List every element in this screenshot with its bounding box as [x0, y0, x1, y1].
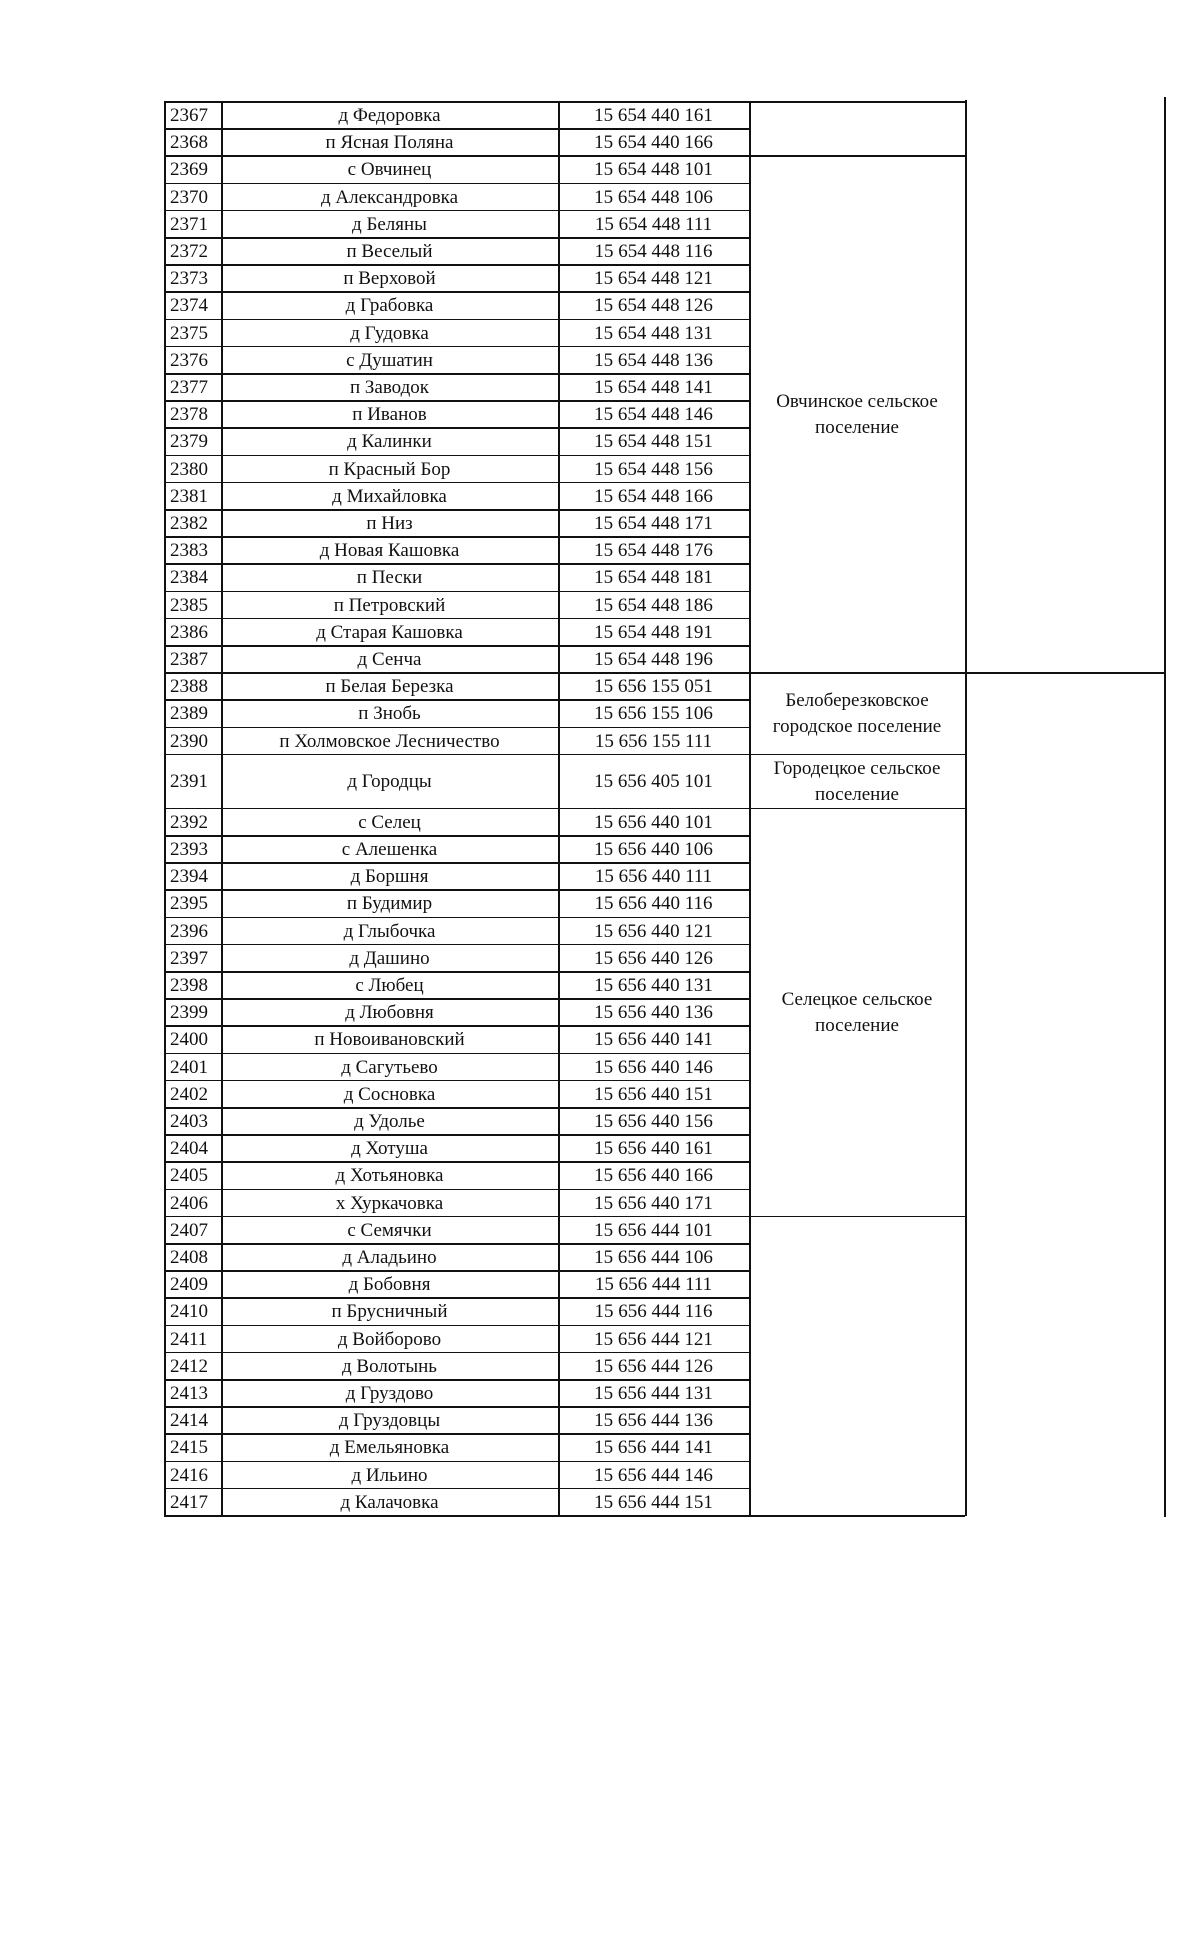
oktmo-code: 15 656 155 051 [594, 676, 713, 698]
settlement-name: х Хуркачовка [335, 1192, 444, 1214]
row-number: 2379 [170, 431, 208, 453]
settlement-name: с Душатин [346, 349, 433, 371]
settlement-name: п Ясная Поляна [325, 132, 454, 154]
row-number: 2417 [170, 1491, 208, 1513]
row-number: 2380 [170, 458, 208, 480]
settlement-name: д Федоровка [338, 105, 441, 127]
row-number: 2416 [170, 1464, 208, 1486]
settlement-name: д Городцы [347, 771, 432, 793]
oktmo-code: 15 654 448 121 [594, 268, 713, 290]
settlement-name: д Хотьяновка [335, 1165, 444, 1187]
municipality-name: Городецкое сельское поселение [773, 757, 941, 805]
oktmo-code: 15 654 448 101 [594, 159, 713, 181]
settlement-name: д Сенча [357, 649, 422, 671]
settlement-name: с Овчинец [347, 159, 432, 181]
oktmo-code: 15 656 440 126 [594, 947, 713, 969]
row-number: 2377 [170, 377, 208, 399]
oktmo-code: 15 656 440 156 [594, 1111, 713, 1133]
row-number: 2413 [170, 1383, 208, 1405]
settlement-name: д Волотынь [342, 1355, 437, 1377]
group-divider [749, 1515, 965, 1517]
settlement-name: д Грабовка [345, 295, 434, 317]
oktmo-code: 15 656 440 116 [594, 893, 713, 915]
row-number: 2395 [170, 893, 208, 915]
settlement-name: п Белая Березка [325, 676, 454, 698]
settlement-name: д Груздово [345, 1383, 434, 1405]
settlement-name: п Брусничный [331, 1301, 448, 1323]
row-number: 2368 [170, 132, 208, 154]
oktmo-code: 15 656 440 136 [594, 1002, 713, 1024]
oktmo-code: 15 654 448 116 [594, 241, 713, 263]
oktmo-code: 15 656 440 111 [594, 866, 713, 888]
oktmo-code: 15 656 440 166 [594, 1165, 713, 1187]
row-number: 2381 [170, 485, 208, 507]
right-section-divider [965, 672, 1166, 674]
row-number: 2385 [170, 594, 208, 616]
settlement-name: д Калинки [347, 431, 432, 453]
oktmo-code: 15 654 448 186 [594, 594, 713, 616]
municipality-name: Белоберезковское городское поселение [772, 689, 942, 737]
oktmo-code: 15 656 440 101 [594, 811, 713, 833]
row-number: 2405 [170, 1165, 208, 1187]
oktmo-code: 15 654 448 146 [594, 404, 713, 426]
settlement-name: п Холмовское Лесничество [279, 730, 500, 752]
oktmo-code: 15 656 440 151 [594, 1083, 713, 1105]
oktmo-code: 15 656 444 141 [594, 1437, 713, 1459]
oktmo-code: 15 656 440 171 [594, 1192, 713, 1214]
row-number: 2396 [170, 920, 208, 942]
settlement-name: д Гудовка [350, 322, 429, 344]
row-number: 2406 [170, 1192, 208, 1214]
row-number: 2391 [170, 771, 208, 793]
row-number: 2384 [170, 567, 208, 589]
oktmo-code: 15 654 448 151 [594, 431, 713, 453]
settlement-name: п Пески [356, 567, 423, 589]
row-number: 2393 [170, 839, 208, 861]
row-number: 2415 [170, 1437, 208, 1459]
settlement-name: д Боршня [350, 866, 429, 888]
row-number: 2375 [170, 322, 208, 344]
oktmo-code: 15 656 440 146 [594, 1056, 713, 1078]
row-number: 2400 [170, 1029, 208, 1051]
oktmo-code: 15 656 440 131 [594, 975, 713, 997]
settlement-name: с Семячки [347, 1219, 432, 1241]
row-number: 2408 [170, 1247, 208, 1269]
oktmo-code: 15 656 440 161 [594, 1138, 713, 1160]
row-number: 2394 [170, 866, 208, 888]
oktmo-code: 15 654 448 131 [594, 322, 713, 344]
settlement-name: д Аладьино [342, 1247, 437, 1269]
settlement-name: д Ильино [351, 1464, 428, 1486]
oktmo-code: 15 654 448 141 [594, 377, 713, 399]
settlement-name: п Заводок [349, 377, 430, 399]
row-number: 2407 [170, 1219, 208, 1241]
row-number: 2372 [170, 241, 208, 263]
row-number: 2410 [170, 1301, 208, 1323]
settlement-name: д Емельяновка [329, 1437, 450, 1459]
settlement-name: д Старая Кашовка [316, 621, 463, 643]
column-divider [965, 100, 967, 1516]
settlement-name: д Новая Кашовка [319, 540, 460, 562]
oktmo-code: 15 656 444 106 [594, 1247, 713, 1269]
oktmo-code: 15 654 448 166 [594, 485, 713, 507]
row-number: 2371 [170, 213, 208, 235]
oktmo-code: 15 654 448 181 [594, 567, 713, 589]
oktmo-code: 15 654 440 166 [594, 132, 713, 154]
row-number: 2376 [170, 349, 208, 371]
row-number: 2399 [170, 1002, 208, 1024]
row-number: 2386 [170, 621, 208, 643]
oktmo-code: 15 656 444 146 [594, 1464, 713, 1486]
row-number: 2367 [170, 105, 208, 127]
group-divider [749, 101, 965, 103]
oktmo-code: 15 654 448 111 [594, 213, 713, 235]
oktmo-code: 15 654 448 126 [594, 295, 713, 317]
oktmo-code: 15 656 440 121 [594, 920, 713, 942]
row-number: 2392 [170, 811, 208, 833]
settlement-name: д Калачовка [340, 1491, 439, 1513]
settlement-name: с Селец [358, 811, 421, 833]
municipality-name: Овчинское сельское поселение [776, 390, 938, 438]
oktmo-code: 15 654 448 176 [594, 540, 713, 562]
oktmo-code: 15 654 448 106 [594, 186, 713, 208]
settlement-name: д Сагутьево [341, 1056, 438, 1078]
settlement-name: с Любец [355, 975, 424, 997]
oktmo-code: 15 654 448 136 [594, 349, 713, 371]
row-number: 2398 [170, 975, 208, 997]
row-number: 2390 [170, 730, 208, 752]
row-number: 2403 [170, 1111, 208, 1133]
settlement-name: д Войборово [337, 1328, 442, 1350]
oktmo-code: 15 656 444 116 [594, 1301, 713, 1323]
settlement-name: д Глыбочка [343, 920, 436, 942]
border-right [1164, 97, 1166, 1517]
row-number: 2401 [170, 1056, 208, 1078]
settlement-name: п Красный Бор [328, 458, 451, 480]
row-number: 2369 [170, 159, 208, 181]
row-number: 2382 [170, 513, 208, 535]
row-number: 2378 [170, 404, 208, 426]
row-number: 2409 [170, 1274, 208, 1296]
oktmo-code: 15 656 444 111 [594, 1274, 713, 1296]
oktmo-code: 15 656 440 141 [594, 1029, 713, 1051]
oktmo-code: 15 656 444 151 [594, 1491, 713, 1513]
row-number: 2389 [170, 703, 208, 725]
row-number: 2387 [170, 649, 208, 671]
municipality-name: Селецкое сельское поселение [781, 988, 933, 1036]
oktmo-code: 15 656 155 111 [594, 730, 713, 752]
oktmo-code: 15 656 444 121 [594, 1328, 713, 1350]
settlement-name: п Новоивановский [314, 1029, 465, 1051]
oktmo-code: 15 656 444 126 [594, 1355, 713, 1377]
settlement-name: п Верховой [343, 268, 436, 290]
oktmo-code: 15 654 448 196 [594, 649, 713, 671]
oktmo-code: 15 656 440 106 [594, 839, 713, 861]
oktmo-code: 15 654 440 161 [594, 105, 713, 127]
oktmo-code: 15 656 155 106 [594, 703, 713, 725]
settlement-name: п Будимир [346, 893, 433, 915]
oktmo-code: 15 654 448 156 [594, 458, 713, 480]
oktmo-code: 15 656 444 131 [594, 1383, 713, 1405]
oktmo-code: 15 654 448 171 [594, 513, 713, 535]
row-number: 2397 [170, 947, 208, 969]
row-number: 2411 [170, 1328, 208, 1350]
row-number: 2414 [170, 1410, 208, 1432]
settlement-name: п Знобь [358, 703, 421, 725]
settlement-name: с Алешенка [341, 839, 438, 861]
row-number: 2370 [170, 186, 208, 208]
settlement-name: п Веселый [346, 241, 433, 263]
settlement-name: п Иванов [352, 404, 427, 426]
row-number: 2373 [170, 268, 208, 290]
settlement-name: д Александровка [320, 186, 459, 208]
row-number: 2402 [170, 1083, 208, 1105]
row-number: 2404 [170, 1138, 208, 1160]
settlement-name: д Бобовня [348, 1274, 431, 1296]
row-number: 2383 [170, 540, 208, 562]
oktmo-code: 15 656 444 101 [594, 1219, 713, 1241]
settlement-name: п Петровский [333, 594, 446, 616]
row-number: 2374 [170, 295, 208, 317]
settlement-name: д Сосновка [343, 1083, 436, 1105]
settlement-name: д Хотуша [351, 1138, 428, 1160]
settlement-name: д Дашино [349, 947, 430, 969]
oktmo-code: 15 656 405 101 [594, 771, 713, 793]
oktmo-code: 15 654 448 191 [594, 621, 713, 643]
settlement-name: д Михайловка [332, 485, 447, 507]
row-number: 2412 [170, 1355, 208, 1377]
settlement-name: п Низ [366, 513, 413, 535]
oktmo-code: 15 656 444 136 [594, 1410, 713, 1432]
row-number: 2388 [170, 676, 208, 698]
column-divider [749, 101, 751, 1516]
settlement-name: д Груздовцы [338, 1410, 441, 1432]
settlement-name: д Беляны [352, 213, 427, 235]
settlement-name: д Любовня [345, 1002, 434, 1024]
settlement-name: д Удолье [354, 1111, 425, 1133]
